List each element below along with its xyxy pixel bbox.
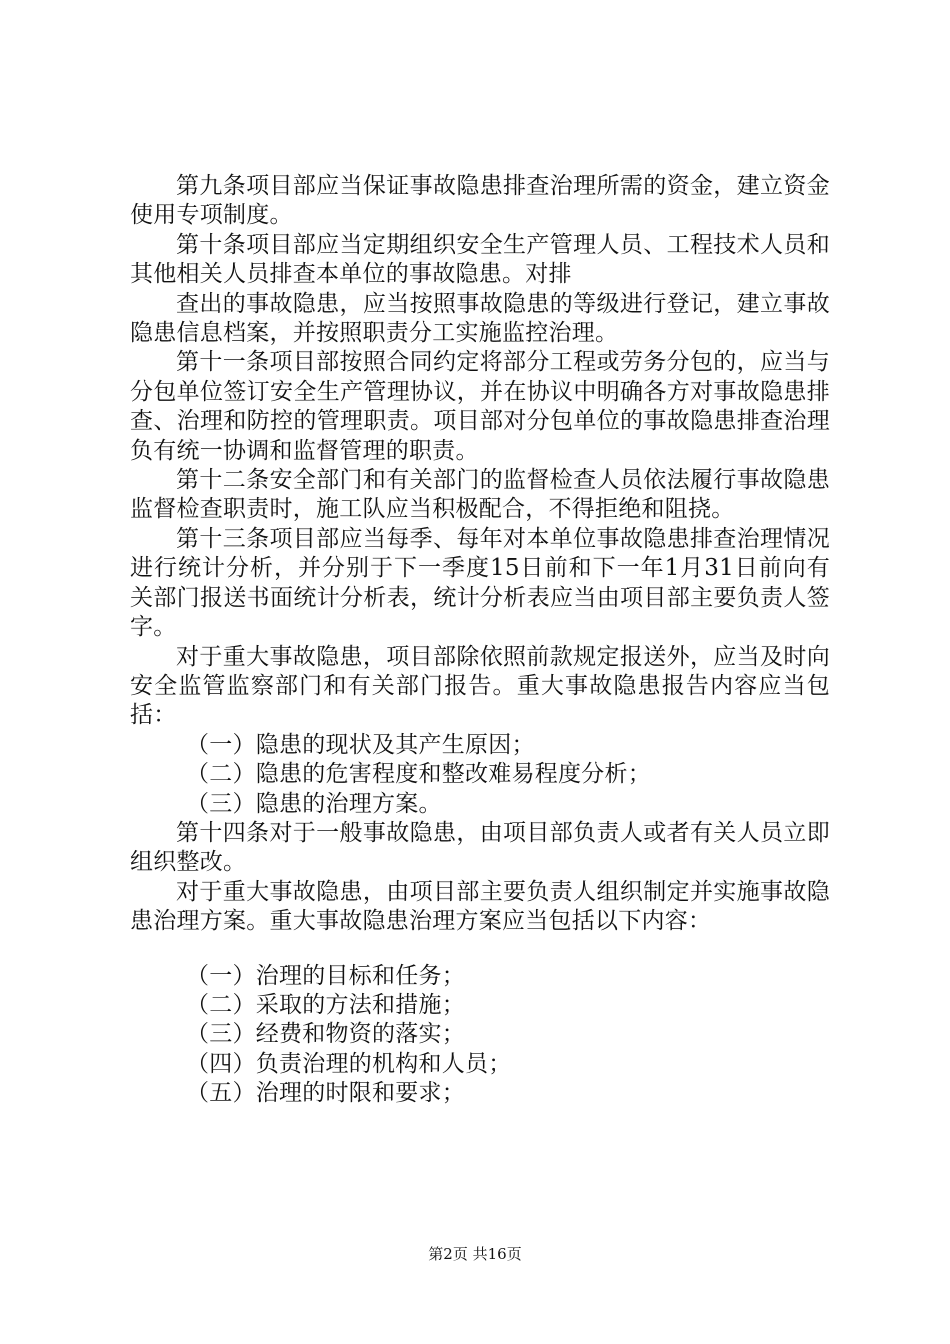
page-number-footer: 第2页 共16页 <box>428 1245 522 1263</box>
paragraph-article-12: 第十二条安全部门和有关部门的监督检查人员依法履行事故隐患监督检查职责时，施工队应当积极配合，不得拒绝和阻挠。 <box>130 467 830 523</box>
list-item: （二）隐患的危害程度和整改难易程度分析； <box>186 761 651 788</box>
document-body <box>130 172 830 1109</box>
paragraph-article-10-continued: 查出的事故隐患，应当按照事故隐患的等级进行登记，建立事故隐患信息档案，并按照职责分工实施监控治理。 <box>130 290 830 347</box>
paragraph-article-9: 第九条项目部应当保证事故隐患排查治理所需的资金，建立资金使用专项制度。 <box>130 173 830 229</box>
list-item: （一）隐患的现状及其产生原因； <box>186 731 535 758</box>
paragraph-article-11: 第十一条项目部按照合同约定将部分工程或劳务分包的，应当与分包单位签订安全生产管理协议，并在协议中明确各方对事故隐患排查、治理和防控的管理职责。项目部对分包单位的事故隐患排查治理负有统一协调和监督管理的职责。 <box>130 349 830 464</box>
paragraph-major-hazard-report: 对于重大事故隐患，项目部除依照前款规定报送外，应当及时向安全监管监察部门和有关部门报告。重大事故隐患报告内容应当包括： <box>130 643 830 729</box>
list-item: （一）治理的目标和任务； <box>186 962 465 989</box>
paragraph-article-13: 第十三条项目部应当每季、每年对本单位事故隐患排查治理情况进行统计分析，并分别于下一季度15日前和下一年1月31日前向有关部门报送书面统计分析表，统计分析表应当由项目部主要负责人签字。 <box>130 525 830 641</box>
list-item: （五）治理的时限和要求； <box>186 1080 465 1107</box>
list-item: （四）负责治理的机构和人员； <box>186 1050 512 1077</box>
list-item: （三）隐患的治理方案。 <box>186 790 442 817</box>
list-item: （三）经费和物资的落实； <box>186 1021 465 1048</box>
paragraph-article-10: 第十条项目部应当定期组织安全生产管理人员、工程技术人员和其他相关人员排查本单位的事故隐患。对排 <box>130 231 830 288</box>
paragraph-article-14: 第十四条对于一般事故隐患，由项目部负责人或者有关人员立即组织整改。 <box>130 819 830 876</box>
list-item: （二）采取的方法和措施； <box>186 991 465 1018</box>
paragraph-major-hazard-plan: 对于重大事故隐患，由项目部主要负责人组织制定并实施事故隐患治理方案。重大事故隐患治理方案应当包括以下内容： <box>130 878 830 935</box>
spacer <box>130 937 830 962</box>
